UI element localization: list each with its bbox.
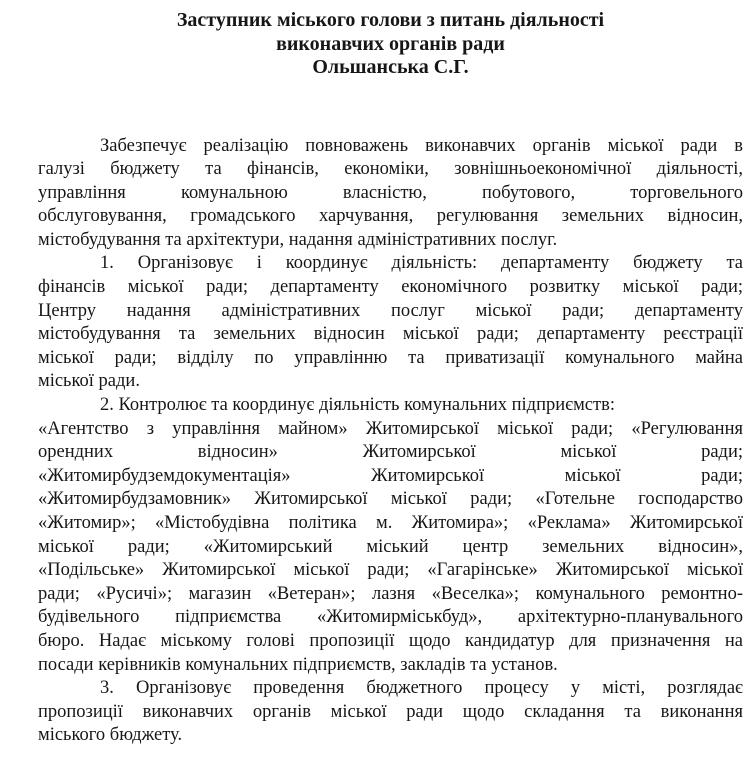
paragraph-item-3	[38, 677, 743, 748]
text-line: міського бюджету.	[38, 725, 183, 746]
document-body	[38, 135, 743, 748]
text-line: «Житомирбудзамовник» Житомирської міської ради; «Готельне господарство	[38, 489, 743, 510]
title-line-1: Заступник міського голови з питань діяльності	[176, 9, 605, 31]
text-line: фінансів міської ради; департаменту економічного розвитку міської ради;	[38, 277, 743, 298]
text-line: «Житомирбудземдокументація» Житомирської міської ради;	[38, 465, 743, 486]
text-line: містобудування та архітектури, надання адміністративних послуг.	[38, 229, 558, 250]
text-line: орендних відносин» Житомирської міської ради;	[38, 442, 743, 463]
text-line: міської ради; «Житомирський міський центр земельних відносин»,	[38, 536, 743, 557]
text-line: міської ради; відділу по управлінню та приватизації комунального майна	[38, 347, 743, 368]
text-line: Центру надання адміністративних послуг міської ради; департаменту	[38, 300, 743, 321]
text-line: «Подільське» Житомирської міської ради; «Гагарінське» Житомирської міської	[38, 560, 743, 581]
paragraph-item-1	[38, 252, 743, 394]
text-line: «Житомир»; «Містобудівна політика м. Житомира»; «Реклама» Житомирської	[38, 513, 743, 533]
paragraph-item-2	[38, 394, 743, 677]
text-line: пропозиції виконавчих органів міської ради щодо складання та виконання	[38, 701, 743, 722]
text-line: галузі бюджету та фінансів, економіки, зовнішньоекономічної діяльності,	[38, 159, 743, 180]
text-line: міської ради.	[38, 371, 140, 392]
paragraph-duties-overview	[38, 135, 743, 253]
text-line: 1. Організовує і координує діяльність: департаменту бюджету та	[100, 253, 743, 274]
text-line: ради; «Русичі»; магазин «Ветеран»; лазня «Веселка»; комунального ремонтно-	[38, 583, 743, 604]
text-line: управління комунальною власністю, побутового, торговельного	[38, 182, 743, 203]
title-line-2: виконавчих органів ради	[276, 32, 505, 55]
text-line: містобудування та земельних відносин міської ради; департаменту реєстрації	[38, 324, 743, 345]
text-line: будівельного підприємства «Житомирміськбуд», архітектурно-планувального	[38, 607, 743, 628]
text-line: бюро. Надає міському голові пропозиції щодо кандидатур для призначення на	[38, 630, 743, 651]
text-line: 3. Організовує проведення бюджетного процесу у місті, розглядає	[100, 678, 743, 699]
text-line: «Агентство з управління майном» Житомирської міської ради; «Регулювання	[38, 418, 743, 439]
text-line: 2. Контролює та координує діяльність комунальних підприємств:	[100, 395, 615, 416]
text-line: обслуговування, громадського харчування, регулювання земельних відносин,	[38, 206, 743, 227]
text-line: Забезпечує реалізацію повноважень виконавчих органів міської ради в	[100, 135, 743, 156]
title-line-3: Ольшанська С.Г.	[312, 56, 469, 78]
text-line: посади керівників комунальних підприємств, закладів та установ.	[38, 654, 558, 675]
document-title	[38, 9, 743, 80]
